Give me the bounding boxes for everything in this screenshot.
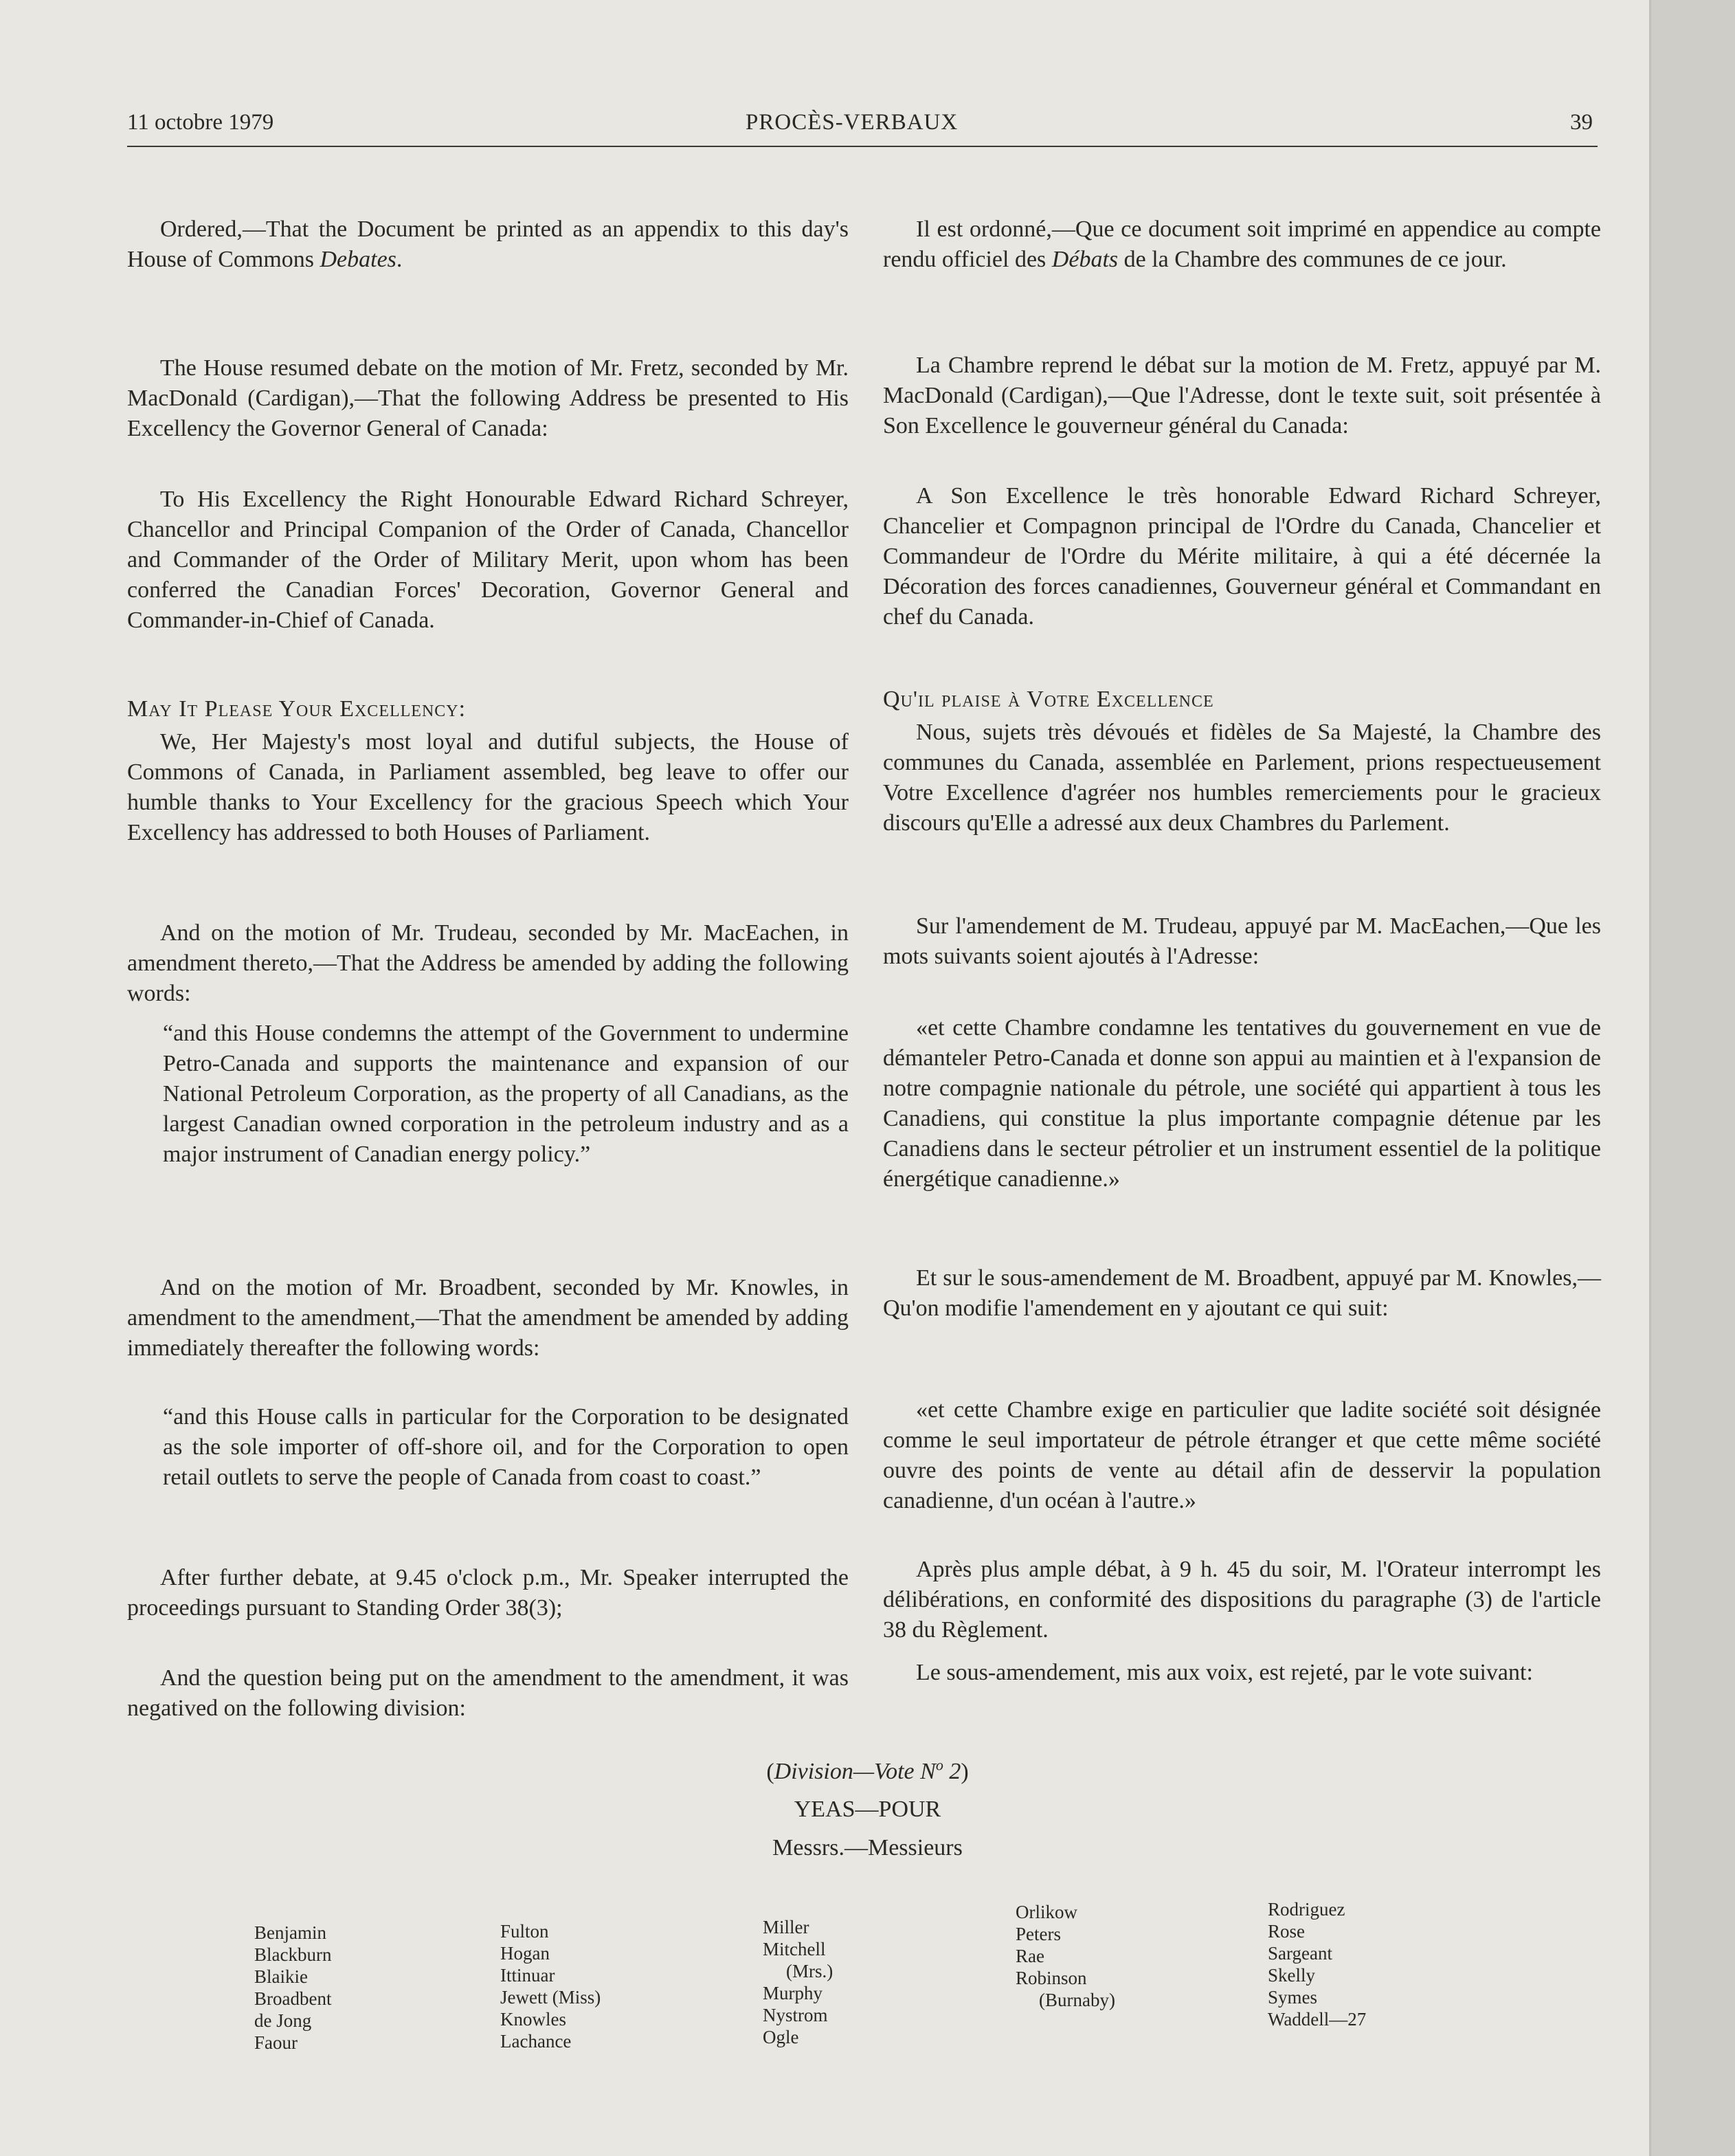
member-name: Rae (1016, 1946, 1044, 1966)
member-name: Mitchell (763, 1939, 826, 1959)
member-name: Rose (1268, 1921, 1305, 1942)
member-name: Ogle (763, 2027, 799, 2047)
division-superscript: o (935, 1757, 943, 1774)
en-p1-end: . (396, 247, 403, 272)
member-name: Waddell—27 (1268, 2009, 1367, 2030)
en-trudeau-paragraph: And on the motion of Mr. Trudeau, seconded by Mr. MacEachen, in amendment thereto,—That the Address be amended by adding the following words: (127, 920, 849, 1006)
member-name: Fulton (500, 1921, 549, 1942)
header-date: 11 octobre 1979 (127, 110, 274, 135)
member-name: de Jong (254, 2010, 312, 2031)
fr-p1-debats: Débats (1051, 247, 1119, 272)
fr-debat-paragraph: Après plus ample débat, à 9 h. 45 du soir, M. l'Orateur interrompt les délibérations, en conformité des dispositions du paragraphe (3) de l'article 38 du Règlement. (883, 1557, 1601, 1643)
names-column-1 (254, 1922, 331, 2054)
names-column-2 (500, 1920, 601, 2052)
page-number: 39 (1570, 110, 1593, 135)
member-name: Sargeant (1268, 1943, 1332, 1964)
header-rule (127, 146, 1598, 147)
en-quote-2: “and this House calls in particular for the Corporation to be designated as the sole importer of off-shore oil, and for the Corporation to open retail outlets to serve the people of Canada from coast to coast.” (163, 1404, 849, 1490)
en-p1-debates: Debates (320, 247, 396, 272)
en-address-paragraph: To His Excellency the Right Honourable Edward Richard Schreyer, Chancellor and Principal Companion of the Order of Canada, Chancellor and Commander of the Order of Military Merit, upon whom has been conferred the Canadian Forces' Decoration, Governor General and Commander-in-Chief of Canada. (127, 487, 849, 633)
member-name: Ittinuar (500, 1965, 555, 1986)
member-name: Blaikie (254, 1966, 308, 1987)
names-column-5 (1268, 1898, 1366, 2030)
en-we-paragraph: We, Her Majesty's most loyal and dutiful subjects, the House of Commons of Canada, in Parliament assembled, beg leave to offer our humble thanks to Your Excellency for the gracious Speech which Your Excellency has addressed to both Houses of Parliament. (127, 729, 849, 845)
member-name: Blackburn (254, 1944, 332, 1965)
member-name: Lachance (500, 2031, 572, 2052)
fr-p1-text: Il est ordonné,—Que ce document soit imprimé en appendice au compte rendu officiel des (883, 216, 1601, 272)
en-salutation: May It Please Your Excellency: (127, 696, 467, 722)
division-paren-close: ) (961, 1759, 969, 1785)
member-name: Rodriguez (1268, 1899, 1345, 1920)
fr-quote-2: «et cette Chambre exige en particulier que ladite société soit désignée comme le seul importateur de pétrole étranger et que cette même société ouvre des points de vente au détail afin de desservir la population canadienne, d'un océan à l'autre.» (883, 1397, 1601, 1513)
fr-address-paragraph: A Son Excellence le très honorable Edward Richard Schreyer, Chancelier et Compagnon principal de l'Ordre du Canada, Chancelier et Commandeur de l'Ordre du Mérite militaire, à qui a été décernée la Décoration des forces canadiennes, Gouverneur général et Commandant en chef du Canada. (883, 483, 1601, 630)
division-paren-open: ( (766, 1759, 774, 1785)
fr-trudeau-paragraph: Sur l'amendement de M. Trudeau, appuyé par M. MacEachen,—Que les mots suivants soient ajoutés à l'Adresse: (883, 913, 1601, 969)
header-title: PROCÈS-VERBAUX (746, 110, 959, 135)
fr-nous-paragraph: Nous, sujets très dévoués et fidèles de Sa Majesté, la Chambre des communes du Canada, assemblée en Parlement, prions respectueusement Votre Excellence d'agréer nos humbles remerciements pour le gracieux discours qu'Elle a adressé aux deux Chambres du Parlement. (883, 720, 1601, 836)
fr-p1-end: de la Chambre des communes de ce jour. (1118, 247, 1507, 272)
fr-reprend-paragraph: La Chambre reprend le débat sur la motion de M. Fretz, appuyé par M. MacDonald (Cardigan),—Que l'Adresse, dont le texte suit, soit présentée à Son Excellence le gouverneur général du Canada: (883, 353, 1601, 438)
member-name: Jewett (Miss) (500, 1987, 601, 2008)
member-name: Miller (763, 1917, 809, 1937)
names-column-4 (1016, 1901, 1115, 2011)
fr-broadbent-paragraph: Et sur le sous-amendement de M. Broadbent, appuyé par M. Knowles,—Qu'on modifie l'amendement en y ajoutant ce qui suit: (883, 1265, 1601, 1321)
en-p1-text: Ordered,—That the Document be printed as an appendix to this day's House of Commons (127, 216, 849, 272)
division-number: 2 (943, 1759, 961, 1785)
names-column-3 (763, 1916, 833, 2048)
member-name: Robinson (1016, 1968, 1087, 1988)
member-name: Peters (1016, 1924, 1061, 1944)
member-name: Murphy (763, 1983, 822, 2003)
page-edge (1649, 0, 1735, 2156)
division-title (0, 1757, 1735, 1785)
member-name: Faour (254, 2032, 298, 2053)
member-name: Benjamin (254, 1922, 326, 1943)
member-name: Nystrom (763, 2005, 828, 2025)
member-name: Broadbent (254, 1988, 332, 2009)
yeas-heading: YEAS—POUR (794, 1797, 941, 1822)
en-broadbent-paragraph: And on the motion of Mr. Broadbent, seconded by Mr. Knowles, in amendment to the amendment,—That the amendment be amended by adding immediately thereafter the following words: (127, 1275, 849, 1361)
fr-ordonne-paragraph (883, 214, 1601, 275)
en-resumed-paragraph: The House resumed debate on the motion of Mr. Fretz, seconded by Mr. MacDonald (Cardigan),—That the following Address be presented to His Excellency the Governor General of Canada: (127, 355, 849, 441)
member-name: Symes (1268, 1987, 1318, 2008)
division-label: Division—Vote N (774, 1759, 936, 1785)
en-quote-1: “and this House condemns the attempt of the Government to undermine Petro-Canada and supports the maintenance and expansion of our National Petroleum Corporation, as the property of all Canadians, as the largest Canadian owned corporation in the petroleum industry and as a major instrument of Canadian energy policy.” (163, 1021, 849, 1167)
member-name: Knowles (500, 2009, 566, 2030)
fr-salutation: Qu'il plaise à Votre Excellence (883, 687, 1214, 712)
fr-quote-1: «et cette Chambre condamne les tentatives du gouvernement en vue de démanteler Petro-Canada et donne son appui au maintien et à l'expansion de notre compagnie nationale du pétrole, une société qui appartient à tous les Canadiens, qui constitue la plus importante compagnie détenue par les Canadiens dans le secteur pétrolier et un instrument essentiel de la politique énergétique canadienne.» (883, 1015, 1601, 1192)
member-name: Skelly (1268, 1965, 1316, 1986)
member-name: Hogan (500, 1943, 550, 1964)
member-name-suffix: (Burnaby) (1039, 1990, 1115, 2010)
messrs-heading: Messrs.—Messieurs (772, 1835, 963, 1860)
fr-sous-amendement-paragraph: Le sous-amendement, mis aux voix, est rejeté, par le vote suivant: (916, 1660, 1533, 1685)
en-ordered-paragraph (127, 214, 849, 275)
member-name-suffix: (Mrs.) (786, 1961, 833, 1981)
en-debate-paragraph: After further debate, at 9.45 o'clock p.m., Mr. Speaker interrupted the proceedings pursuant to Standing Order 38(3); (127, 1565, 849, 1621)
member-name: Orlikow (1016, 1902, 1077, 1922)
en-question-paragraph: And the question being put on the amendment to the amendment, it was negatived on the following division: (127, 1665, 849, 1721)
